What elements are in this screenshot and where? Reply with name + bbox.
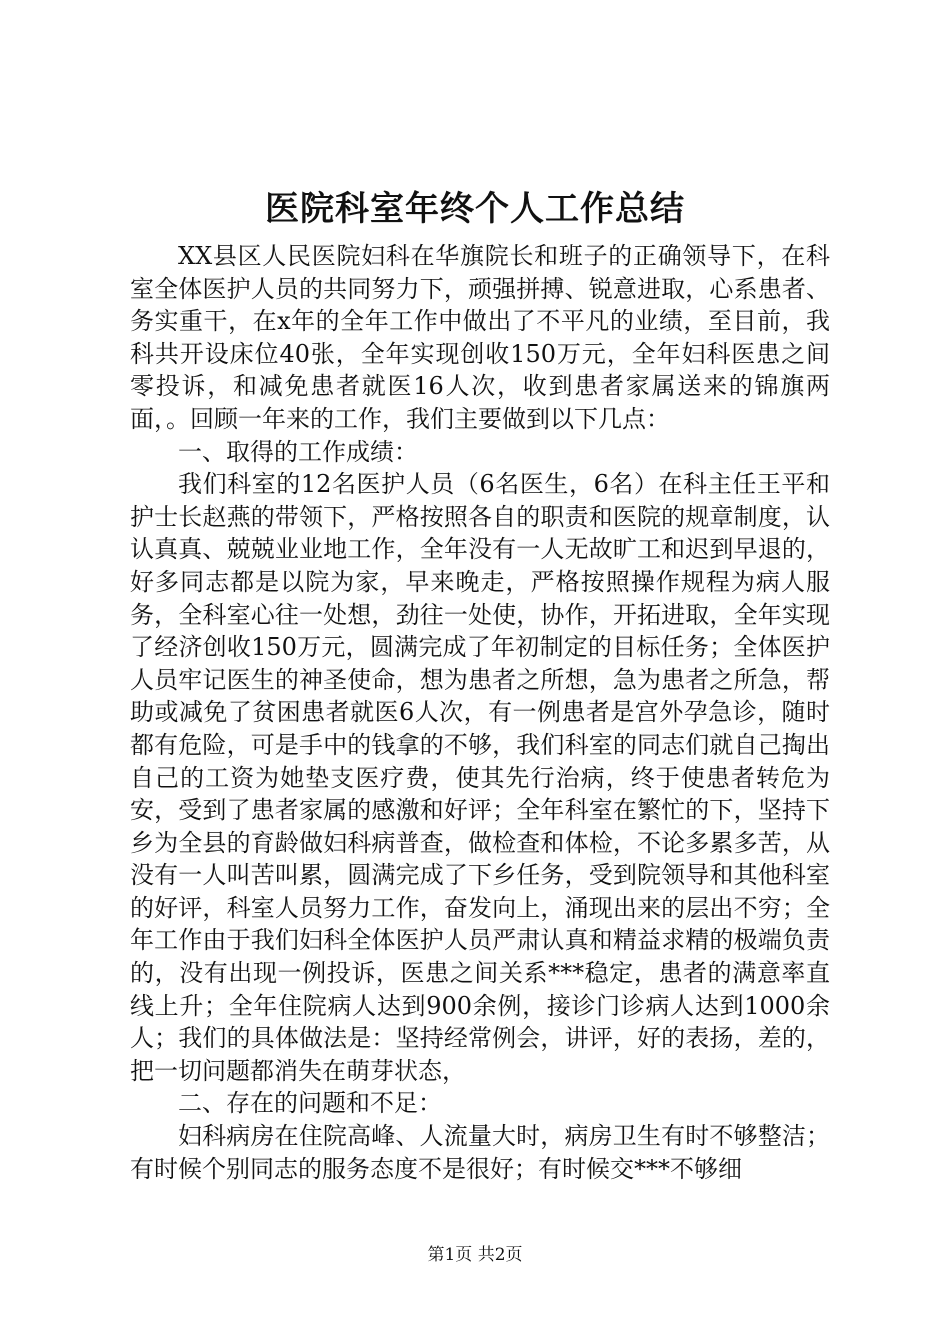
page-footer: 第1页 共2页 <box>427 1245 523 1265</box>
section-heading-achievements: 一、取得的工作成绩： <box>178 437 418 466</box>
problems-paragraph: 妇科病房在住院高峰、人流量大时，病房卫生有时不够整洁；有时候个别同志的服务态度不是很好；有时候交***不够细 <box>130 1122 830 1183</box>
document-title: 医院科室年终个人工作总结 <box>265 189 685 229</box>
intro-paragraph: XX县区人民医院妇科在华旗院长和班子的正确领导下，在科室全体医护人员的共同努力下，顽强拼搏、锐意进取，心系患者、务实重干，在x年的全年工作中做出了不平凡的业绩，至目前，我科共开设床位40张，全年实现创收150万元，全年妇科医患之间零投诉，和减免患者就医16人次，收到患者家属送来的锦旗两面，。回顾一年来的工作，我们主要做到以下几点： <box>130 242 830 433</box>
achievements-paragraph: 我们科室的12名医护人员（6名医生，6名）在科主任王平和护士长赵燕的带领下，严格按照各自的职责和医院的规章制度，认认真真、兢兢业业地工作，全年没有一人无故旷工和迟到早退的，好多同志都是以院为家，早来晚走，严格按照操作规程为病人服务，全科室心往一处想，劲往一处使，协作，开拓进取，全年实现了经济创收150万元，圆满完成了年初制定的目标任务；全体医护人员牢记医生的神圣使命，想为患者之所想，急为患者之所急，帮助或减免了贫困患者就医6人次，有一例患者是宫外孕急诊，随时都有危险，可是手中的钱拿的不够，我们科室的同志们就自己掏出自己的工资为她垫支医疗费，使其先行治病，终于使患者转危为安，受到了患者家属的感激和好评；全年科室在繁忙的下，坚持下乡为全县的育龄做妇科病普查，做检查和体检，不论多累多苦，从没有一人叫苦叫累，圆满完成了下乡任务，受到院领导和其他科室的好评，科室人员努力工作，奋发向上，涌现出来的层出不穷；全年工作由于我们妇科全体医护人员严肃认真和精益求精的极端负责的，没有出现一例投诉，医患之间关系***稳定，患者的满意率直线上升；全年住院病人达到900余例，接诊门诊病人达到1000余人；我们的具体做法是：坚持经常例会，讲评，好的表扬，差的，把一切问题都消失在萌芽状态， <box>130 470 830 1085</box>
document-body <box>130 240 830 1185</box>
section-heading-problems: 二、存在的问题和不足： <box>178 1089 442 1118</box>
